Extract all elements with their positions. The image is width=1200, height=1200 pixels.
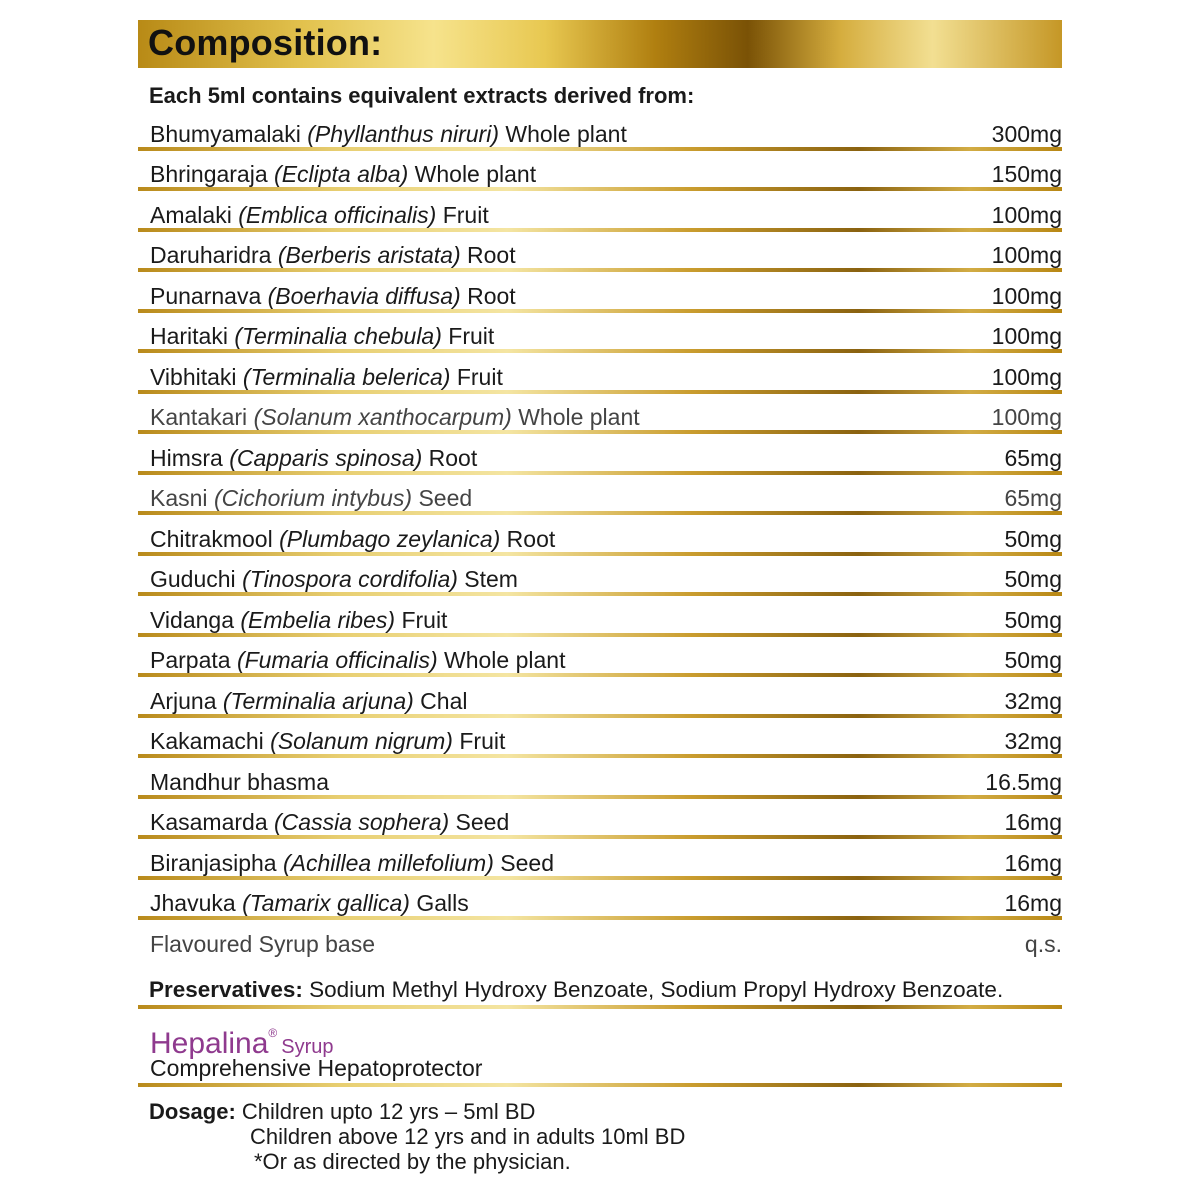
ingredient-row	[138, 353, 1062, 394]
ingredient-part: Whole plant	[518, 404, 640, 430]
ingredient-row	[138, 677, 1062, 718]
ingredient-latin-name: (Phyllanthus niruri)	[307, 120, 499, 147]
ingredient-common-name: Bhringaraja	[150, 161, 268, 187]
ingredient-part: Root	[506, 525, 556, 552]
ingredient-latin-name: (Emblica officinalis)	[238, 201, 437, 228]
ingredient-common-name: Guduchi	[150, 566, 236, 592]
ingredient-row	[138, 758, 1062, 799]
ingredient-row	[138, 515, 1062, 556]
ingredient-common-name: Daruharidra	[150, 242, 272, 268]
ingredient-latin-name: (Tamarix gallica)	[242, 890, 410, 916]
ingredient-quantity: 150mg	[991, 161, 1062, 187]
dosage-label: Dosage:	[149, 1098, 236, 1124]
ingredient-latin-name: (Embelia ribes)	[240, 606, 396, 633]
ingredient-latin-name: (Terminalia arjuna)	[222, 687, 414, 714]
ingredient-name	[150, 728, 505, 754]
composition-panel	[138, 20, 1062, 1174]
page-title: Composition:	[148, 22, 383, 63]
product-tagline: Comprehensive Hepatoprotector	[150, 1054, 483, 1081]
ingredient-row	[138, 434, 1062, 475]
ingredient-quantity: 100mg	[991, 404, 1062, 430]
ingredient-part: Fruit	[459, 728, 506, 754]
ingredient-common-name: Flavoured Syrup base	[150, 930, 376, 957]
ingredient-latin-name: (Cassia sophera)	[274, 809, 450, 835]
ingredient-part: Root	[467, 282, 516, 309]
ingredient-common-name: Chitrakmool	[150, 525, 273, 552]
ingredient-part: Chal	[420, 687, 468, 714]
ingredient-name	[150, 809, 509, 835]
ingredient-name	[150, 121, 627, 147]
ingredient-name	[150, 161, 536, 187]
ingredient-latin-name: (Solanum xanthocarpum)	[253, 404, 512, 430]
ingredient-quantity: 16.5mg	[985, 768, 1062, 795]
ingredient-quantity: 100mg	[991, 201, 1062, 228]
ingredient-row	[138, 313, 1062, 354]
product-brand	[150, 1017, 1062, 1060]
ingredient-part: Root	[428, 444, 478, 471]
ingredient-quantity: q.s.	[1024, 930, 1062, 957]
ingredient-quantity: 50mg	[1004, 566, 1062, 592]
ingredient-quantity: 65mg	[1004, 485, 1062, 511]
ingredient-name	[150, 202, 489, 228]
ingredient-part: Whole plant	[505, 120, 627, 147]
ingredient-quantity: 100mg	[991, 242, 1062, 268]
ingredient-latin-name: (Eclipta alba)	[274, 161, 409, 187]
ingredient-latin-name: (Terminalia belerica)	[242, 363, 451, 390]
ingredient-quantity: 16mg	[1004, 849, 1062, 876]
ingredient-latin-name: (Cichorium intybus)	[213, 485, 413, 511]
ingredient-quantity: 32mg	[1004, 728, 1062, 754]
ingredient-row	[138, 718, 1062, 759]
ingredient-common-name: Vidanga	[150, 606, 234, 633]
ingredient-name	[150, 607, 447, 633]
divider	[138, 1005, 1062, 1009]
ingredient-name	[150, 890, 469, 916]
ingredient-part: Fruit	[401, 606, 448, 633]
ingredient-latin-name: (Fumaria officinalis)	[236, 647, 438, 673]
ingredient-common-name: Punarnava	[150, 282, 262, 309]
preservatives-label: Preservatives:	[149, 976, 303, 1002]
ingredient-row	[138, 839, 1062, 880]
ingredient-name	[150, 526, 555, 552]
ingredient-latin-name: (Terminalia chebula)	[234, 323, 442, 349]
ingredient-part: Whole plant	[444, 647, 566, 673]
ingredient-part: Root	[467, 242, 516, 268]
ingredient-name	[150, 931, 375, 957]
ingredient-row	[138, 920, 1062, 961]
ingredient-part: Fruit	[456, 363, 503, 390]
ingredient-common-name: Haritaki	[150, 323, 228, 349]
ingredient-row	[138, 110, 1062, 151]
ingredient-part: Fruit	[442, 201, 489, 228]
ingredient-name	[150, 769, 329, 795]
ingredient-quantity: 50mg	[1004, 525, 1062, 552]
ingredient-name	[150, 850, 554, 876]
ingredient-quantity: 50mg	[1004, 647, 1062, 673]
divider	[138, 1083, 1062, 1087]
ingredient-common-name: Arjuna	[150, 687, 217, 714]
ingredient-name	[150, 283, 516, 309]
ingredient-row	[138, 799, 1062, 840]
title-banner	[138, 20, 1062, 68]
ingredient-common-name: Kantakari	[150, 404, 248, 430]
ingredient-latin-name: (Tinospora cordifolia)	[242, 566, 458, 592]
ingredient-name	[150, 404, 640, 430]
ingredient-row	[138, 272, 1062, 313]
ingredient-common-name: Himsra	[150, 444, 223, 471]
ingredient-common-name: Kasni	[150, 485, 208, 511]
ingredient-latin-name: (Plumbago zeylanica)	[279, 525, 501, 552]
ingredient-part: Seed	[455, 809, 510, 835]
ingredient-row	[138, 556, 1062, 597]
ingredient-common-name: Parpata	[150, 647, 231, 673]
ingredient-quantity: 100mg	[991, 323, 1062, 349]
ingredient-quantity: 50mg	[1004, 606, 1062, 633]
ingredient-common-name: Amalaki	[150, 201, 232, 228]
ingredient-row	[138, 191, 1062, 232]
ingredient-row	[138, 394, 1062, 435]
ingredient-quantity: 300mg	[991, 120, 1062, 147]
ingredient-part: Stem	[464, 566, 518, 592]
ingredient-latin-name: (Berberis aristata)	[277, 242, 461, 268]
registered-mark: ®	[268, 1025, 278, 1040]
ingredient-latin-name: (Boerhavia diffusa)	[267, 282, 461, 309]
dosage-line-1	[149, 1099, 1062, 1124]
ingredient-part: Galls	[416, 890, 469, 916]
ingredient-common-name: Vibhitaki	[150, 363, 237, 390]
ingredient-name	[150, 445, 477, 471]
ingredient-name	[150, 688, 467, 714]
ingredient-row	[138, 151, 1062, 192]
dosage-section	[149, 1099, 1062, 1174]
ingredient-quantity: 65mg	[1004, 444, 1062, 471]
ingredient-latin-name: (Achillea millefolium)	[282, 849, 494, 876]
preservatives-text: Sodium Methyl Hydroxy Benzoate, Sodium Propyl Hydroxy Benzoate.	[302, 976, 1004, 1002]
dosage-children: Children upto 12 yrs – 5ml BD	[235, 1098, 536, 1124]
ingredient-name	[150, 566, 518, 592]
ingredient-common-name: Kasamarda	[150, 809, 268, 835]
ingredient-name	[150, 647, 565, 673]
product-form: Syrup	[281, 1035, 334, 1058]
ingredient-common-name: Mandhur bhasma	[150, 768, 329, 795]
ingredient-part: Seed	[418, 485, 473, 511]
ingredient-common-name: Jhavuka	[150, 890, 236, 916]
ingredient-common-name: Biranjasipha	[150, 849, 277, 876]
ingredient-row	[138, 880, 1062, 921]
ingredient-row	[138, 637, 1062, 678]
ingredient-name	[150, 364, 503, 390]
brand-name: Hepalina	[150, 1026, 269, 1060]
ingredient-latin-name: (Capparis spinosa)	[229, 444, 423, 471]
ingredient-quantity: 100mg	[991, 282, 1062, 309]
ingredient-part: Whole plant	[414, 161, 537, 187]
ingredient-quantity: 100mg	[991, 363, 1062, 390]
ingredient-common-name: Kakamachi	[150, 728, 264, 754]
ingredient-quantity: 32mg	[1004, 687, 1062, 714]
intro-text: Each 5ml contains equivalent extracts derived from:	[149, 83, 695, 108]
ingredient-row	[138, 596, 1062, 637]
ingredient-part: Seed	[500, 849, 554, 876]
preservatives-line	[149, 975, 1062, 1005]
ingredient-name	[150, 323, 494, 349]
dosage-line-2: Children above 12 yrs and in adults 10ml BD	[250, 1123, 686, 1149]
ingredient-list	[138, 110, 1062, 961]
dosage-note: *Or as directed by the physician.	[254, 1148, 571, 1174]
ingredient-part: Fruit	[448, 323, 495, 349]
ingredient-quantity: 16mg	[1004, 890, 1062, 916]
ingredient-name	[150, 485, 472, 511]
ingredient-name	[150, 242, 516, 268]
ingredient-quantity: 16mg	[1004, 809, 1062, 835]
ingredient-row	[138, 232, 1062, 273]
ingredient-latin-name: (Solanum nigrum)	[270, 728, 453, 754]
ingredient-row	[138, 475, 1062, 516]
ingredient-common-name: Bhumyamalaki	[150, 120, 301, 147]
